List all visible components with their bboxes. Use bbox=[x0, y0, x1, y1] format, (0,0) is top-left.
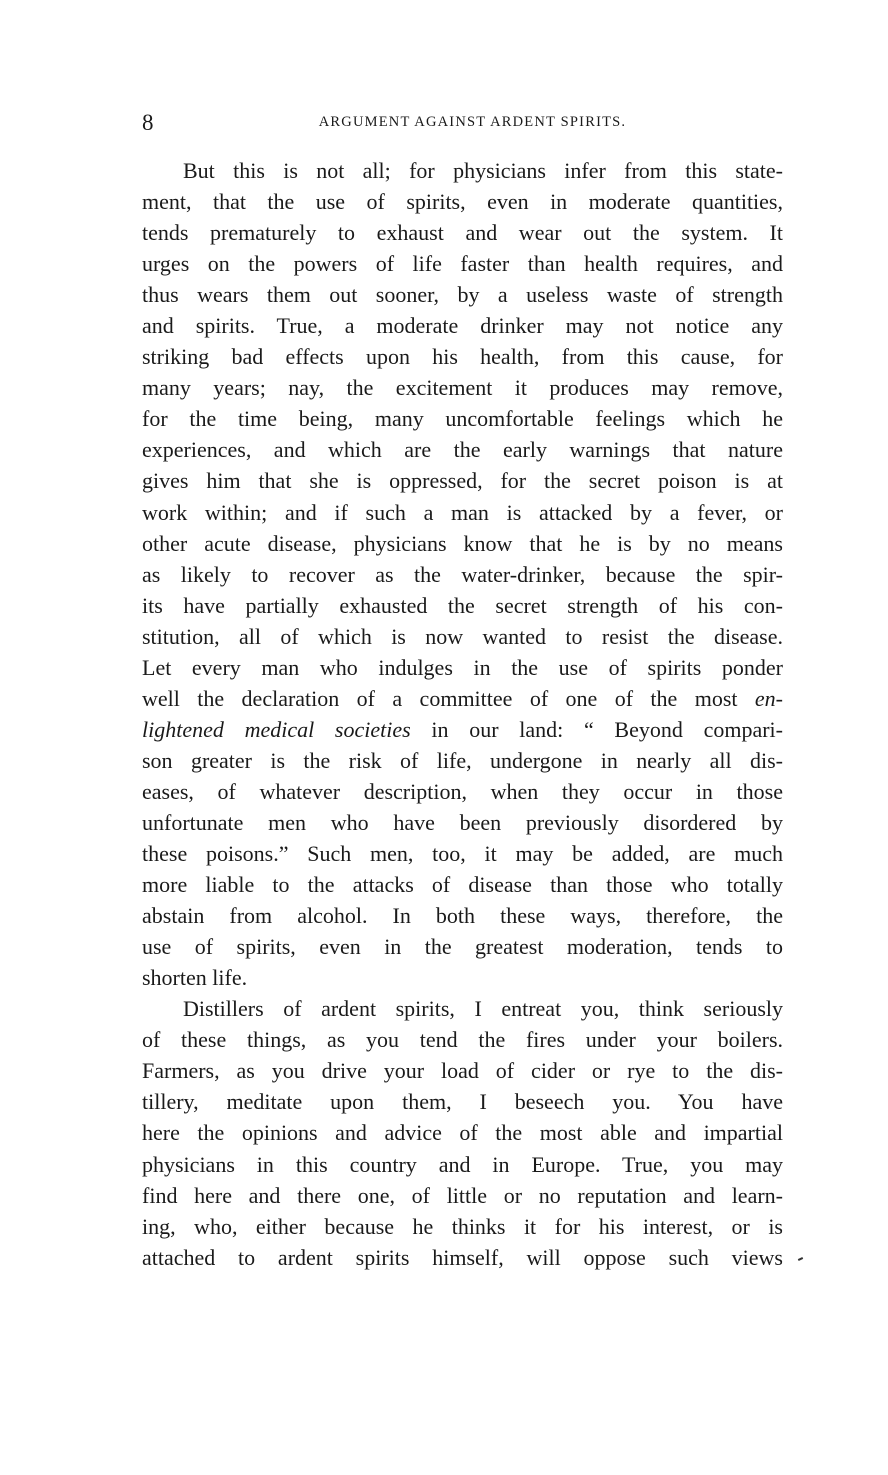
text-segment: experiences, and which are the early warnings that nature bbox=[142, 437, 783, 463]
page-body bbox=[142, 155, 783, 1273]
page-number: 8 bbox=[142, 110, 154, 135]
text-line bbox=[142, 310, 783, 341]
text-segment: Let every man who indulges in the use of spirits ponder bbox=[142, 654, 783, 680]
text-segment: its have partially exhausted the secret strength of his con- bbox=[142, 592, 783, 618]
text-line bbox=[142, 1180, 783, 1211]
text-segment: son greater is the risk of life, undergone in nearly all dis- bbox=[142, 747, 783, 773]
text-segment: physicians in this country and in Europe. True, you may bbox=[142, 1151, 783, 1177]
text-line bbox=[142, 559, 783, 590]
text-line bbox=[142, 341, 783, 372]
text-line bbox=[142, 403, 783, 434]
text-segment: work within; and if such a man is attacked by a fever, or bbox=[142, 499, 783, 525]
text-line bbox=[142, 962, 783, 993]
text-segment: abstain from alcohol. In both these ways, therefore, the bbox=[142, 903, 783, 929]
text-segment: tends prematurely to exhaust and wear out the system. It bbox=[142, 220, 783, 246]
text-segment: other acute disease, physicians know that he is by no means bbox=[142, 530, 783, 556]
text-segment: these poisons.” Such men, too, it may be added, are much bbox=[142, 841, 783, 867]
text-line bbox=[142, 838, 783, 869]
text-segment: Farmers, as you drive your load of cider or rye to the dis- bbox=[142, 1058, 783, 1084]
text-line bbox=[142, 434, 783, 465]
text-segment: and spirits. True, a moderate drinker may not notice any bbox=[142, 313, 783, 339]
text-line bbox=[142, 186, 783, 217]
text-line bbox=[142, 155, 783, 186]
text-line bbox=[142, 217, 783, 248]
italic-text: en- bbox=[754, 685, 783, 711]
text-line bbox=[142, 1086, 783, 1117]
text-line bbox=[142, 497, 783, 528]
paragraph bbox=[142, 993, 783, 1272]
text-segment: ing, who, either because he thinks it for his interest, or is bbox=[142, 1213, 783, 1239]
text-line bbox=[142, 248, 783, 279]
text-line bbox=[142, 776, 783, 807]
text-segment: well the declaration of a committee of one of the most bbox=[142, 685, 755, 711]
text-segment: in our land: “ Beyond compari- bbox=[410, 716, 783, 742]
text-line bbox=[142, 590, 783, 621]
text-segment: striking bad effects upon his health, from this cause, for bbox=[142, 344, 783, 370]
text-segment: of these things, as you tend the fires under your boilers. bbox=[142, 1027, 783, 1053]
text-line bbox=[142, 807, 783, 838]
text-line bbox=[142, 683, 783, 714]
text-line bbox=[142, 1242, 783, 1273]
text-segment: attached to ardent spirits himself, will oppose such views bbox=[142, 1244, 783, 1270]
text-line bbox=[142, 1024, 783, 1055]
text-line bbox=[142, 1149, 783, 1180]
text-segment: unfortunate men who have been previously disordered by bbox=[142, 809, 783, 835]
text-line bbox=[142, 745, 783, 776]
text-segment: as likely to recover as the water-drinker, because the spir- bbox=[142, 561, 783, 587]
paragraph bbox=[142, 155, 783, 993]
text-segment: Distillers of ardent spirits, I entreat you, think seriously bbox=[183, 996, 783, 1022]
text-line bbox=[142, 528, 783, 559]
scan-speck bbox=[798, 1257, 803, 1261]
running-header bbox=[142, 110, 783, 140]
text-segment: But this is not all; for physicians infer from this state- bbox=[183, 158, 783, 183]
text-line bbox=[142, 931, 783, 962]
text-segment: eases, of whatever description, when they occur in those bbox=[142, 778, 783, 804]
text-segment: tillery, meditate upon them, I beseech you. You have bbox=[142, 1089, 783, 1115]
text-line bbox=[142, 993, 783, 1024]
text-line bbox=[142, 621, 783, 652]
text-line bbox=[142, 1117, 783, 1148]
text-line bbox=[142, 652, 783, 683]
text-segment: ment, that the use of spirits, even in moderate quantities, bbox=[142, 189, 783, 215]
text-segment: thus wears them out sooner, by a useless waste of strength bbox=[142, 282, 783, 308]
text-segment: gives him that she is oppressed, for the secret poison is at bbox=[142, 468, 783, 494]
text-line bbox=[142, 1055, 783, 1086]
text-segment: use of spirits, even in the greatest moderation, tends to bbox=[142, 934, 783, 960]
text-segment: urges on the powers of life faster than health requires, and bbox=[142, 251, 783, 277]
text-segment: stitution, all of which is now wanted to resist the disease. bbox=[142, 623, 783, 649]
italic-text: lightened medical societies bbox=[142, 716, 411, 742]
text-line bbox=[142, 465, 783, 496]
text-segment: for the time being, many uncomfortable feelings which he bbox=[142, 406, 783, 432]
running-title: ARGUMENT AGAINST ARDENT SPIRITS. bbox=[318, 114, 627, 130]
text-segment: here the opinions and advice of the most able and impartial bbox=[142, 1120, 783, 1146]
text-line bbox=[142, 372, 783, 403]
text-segment: many years; nay, the excitement it produces may remove, bbox=[142, 375, 783, 401]
text-line bbox=[142, 900, 783, 931]
text-line bbox=[142, 714, 783, 745]
text-segment: find here and there one, of little or no reputation and learn- bbox=[142, 1182, 783, 1208]
text-line bbox=[142, 869, 783, 900]
text-line bbox=[142, 1211, 783, 1242]
text-segment: more liable to the attacks of disease than those who totally bbox=[142, 872, 783, 898]
text-line bbox=[142, 279, 783, 310]
text-segment: shorten life. bbox=[142, 965, 248, 991]
